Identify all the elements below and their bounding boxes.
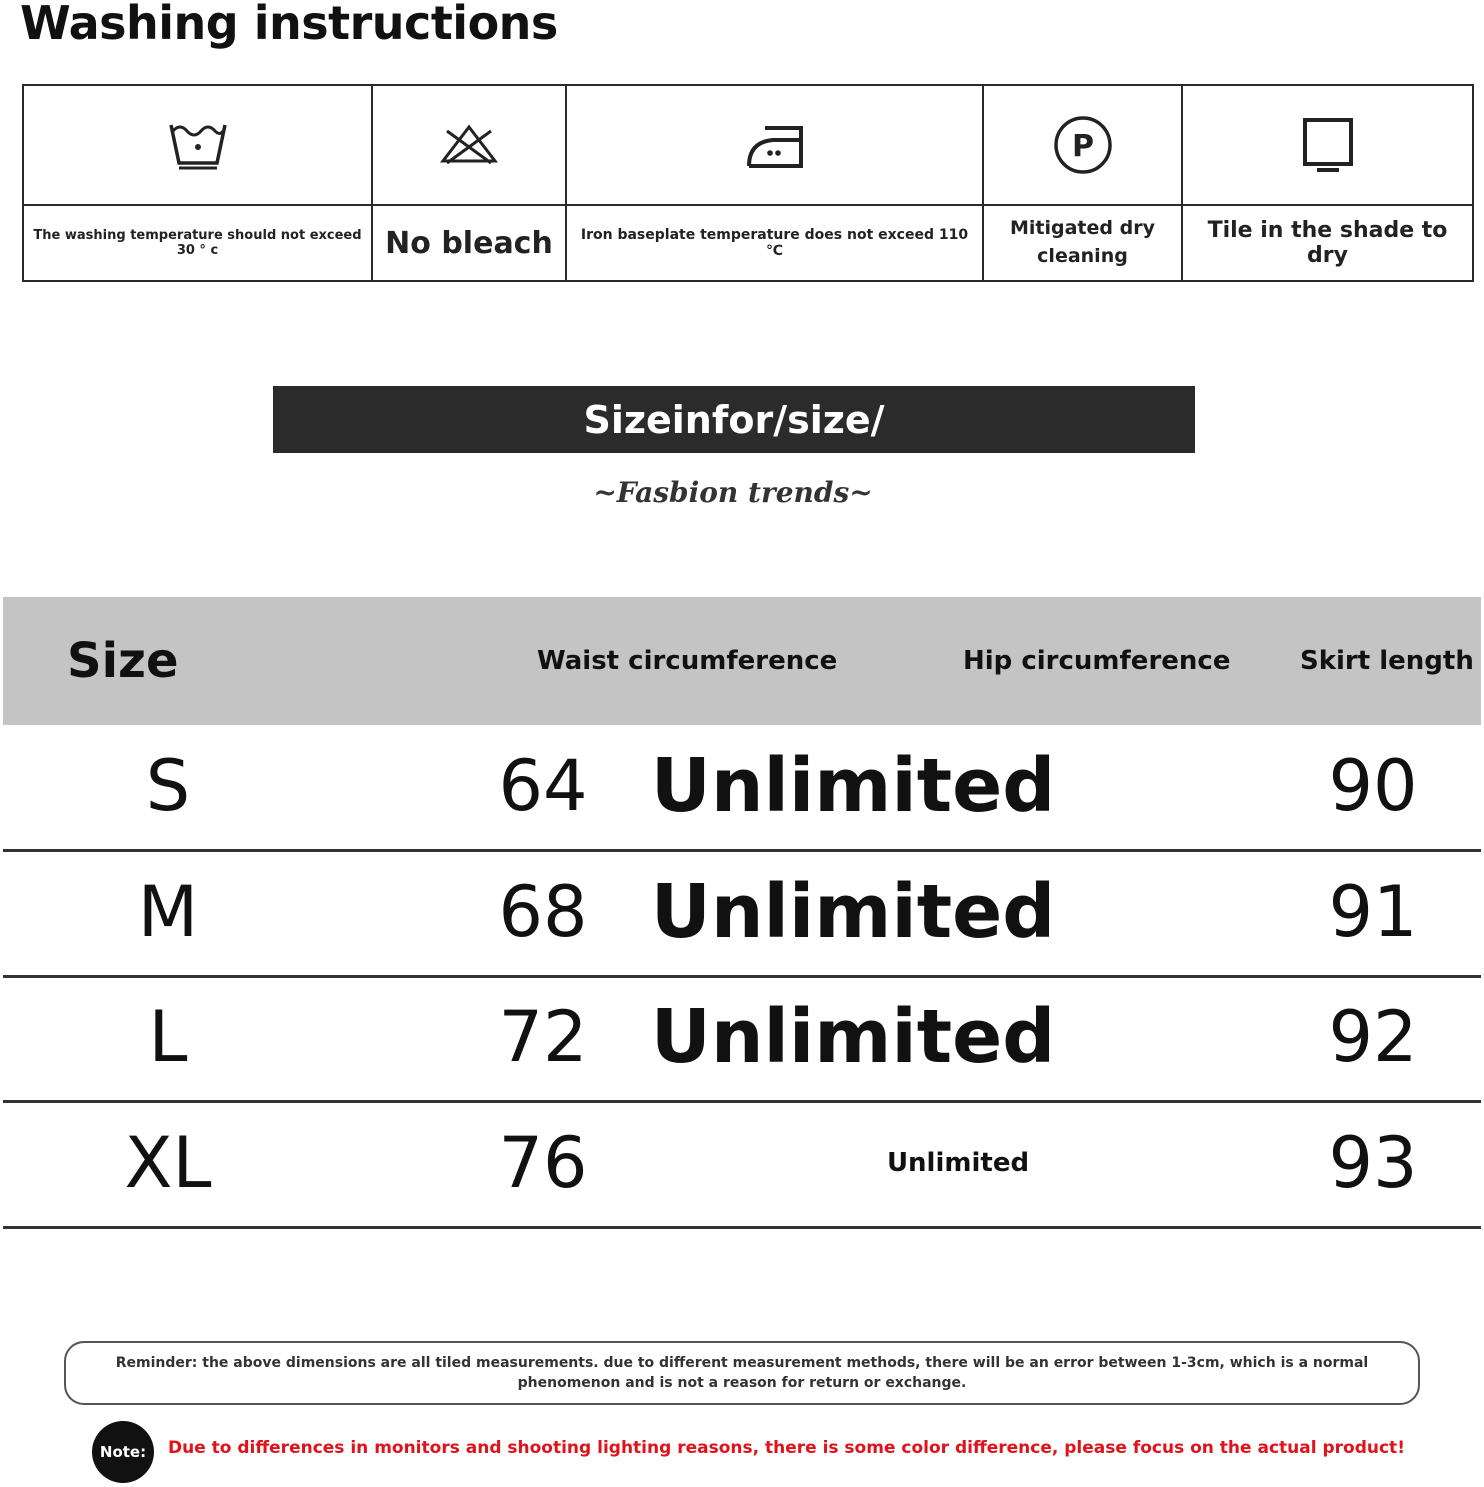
cell-hip: Unlimited <box>886 1148 1030 1178</box>
care-cell-dry <box>1183 86 1472 280</box>
care-table <box>22 84 1474 282</box>
care-cell-iron <box>567 86 984 280</box>
cell-hip: Unlimited <box>650 743 1056 829</box>
size-banner: Sizeinfor/size/ <box>273 386 1195 453</box>
table-row <box>3 977 1481 1103</box>
care-cell-dryclean <box>984 86 1183 280</box>
reminder-box: Reminder: the above dimensions are all tiled measurements. due to different measurement methods, there will be an error between 1-3cm, which is a normal phenomenon and is not a reason for return or exchange. <box>64 1341 1420 1405</box>
cell-skirt: 93 <box>1328 1122 1418 1204</box>
cell-skirt: 92 <box>1328 996 1418 1078</box>
page-title: Washing instructions <box>20 0 558 50</box>
table-row <box>3 726 1481 852</box>
table-row <box>3 1103 1481 1229</box>
header-skirt: Skirt length <box>1300 646 1474 676</box>
care-label-dryclean: Mitigated dry cleaning <box>1010 217 1155 267</box>
header-size: Size <box>67 633 179 689</box>
cell-hip: Unlimited <box>650 869 1056 955</box>
size-table-header <box>3 597 1481 725</box>
cell-waist: 72 <box>498 996 588 1078</box>
table-row <box>3 852 1481 978</box>
no-bleach-icon <box>373 86 565 206</box>
header-waist: Waist circumference <box>537 646 838 676</box>
care-label-bleach: No bleach <box>385 225 553 261</box>
care-label-wash: The washing temperature should not exceed 30 ° c <box>33 228 362 258</box>
cell-size: S <box>145 745 191 827</box>
cell-skirt: 91 <box>1328 871 1418 953</box>
fashion-subtitle: ~Fasbion trends~ <box>593 476 873 509</box>
care-label-dry: Tile in the shade to dry <box>1207 218 1448 268</box>
iron-low-icon <box>567 86 982 206</box>
cell-waist: 76 <box>498 1122 588 1204</box>
cell-waist: 68 <box>498 871 588 953</box>
care-cell-bleach <box>373 86 567 280</box>
dry-clean-p-icon <box>984 86 1181 206</box>
care-label-iron: Iron baseplate temperature does not exceed 110 ℃ <box>580 227 969 259</box>
cell-waist: 64 <box>498 745 588 827</box>
cell-skirt: 90 <box>1328 745 1418 827</box>
note-badge: Note: <box>92 1421 154 1483</box>
header-hip: Hip circumference <box>963 646 1231 676</box>
cell-size: XL <box>124 1122 212 1204</box>
svg-text:P: P <box>1071 129 1094 164</box>
dry-flat-shade-icon <box>1183 86 1472 206</box>
care-cell-wash <box>24 86 373 280</box>
cell-hip: Unlimited <box>650 994 1056 1080</box>
wash-30-icon <box>24 86 371 206</box>
cell-size: M <box>137 871 199 953</box>
note-text: Due to differences in monitors and shooting lighting reasons, there is some color difference, please focus on the actual product! <box>168 1438 1405 1458</box>
cell-size: L <box>148 996 188 1078</box>
